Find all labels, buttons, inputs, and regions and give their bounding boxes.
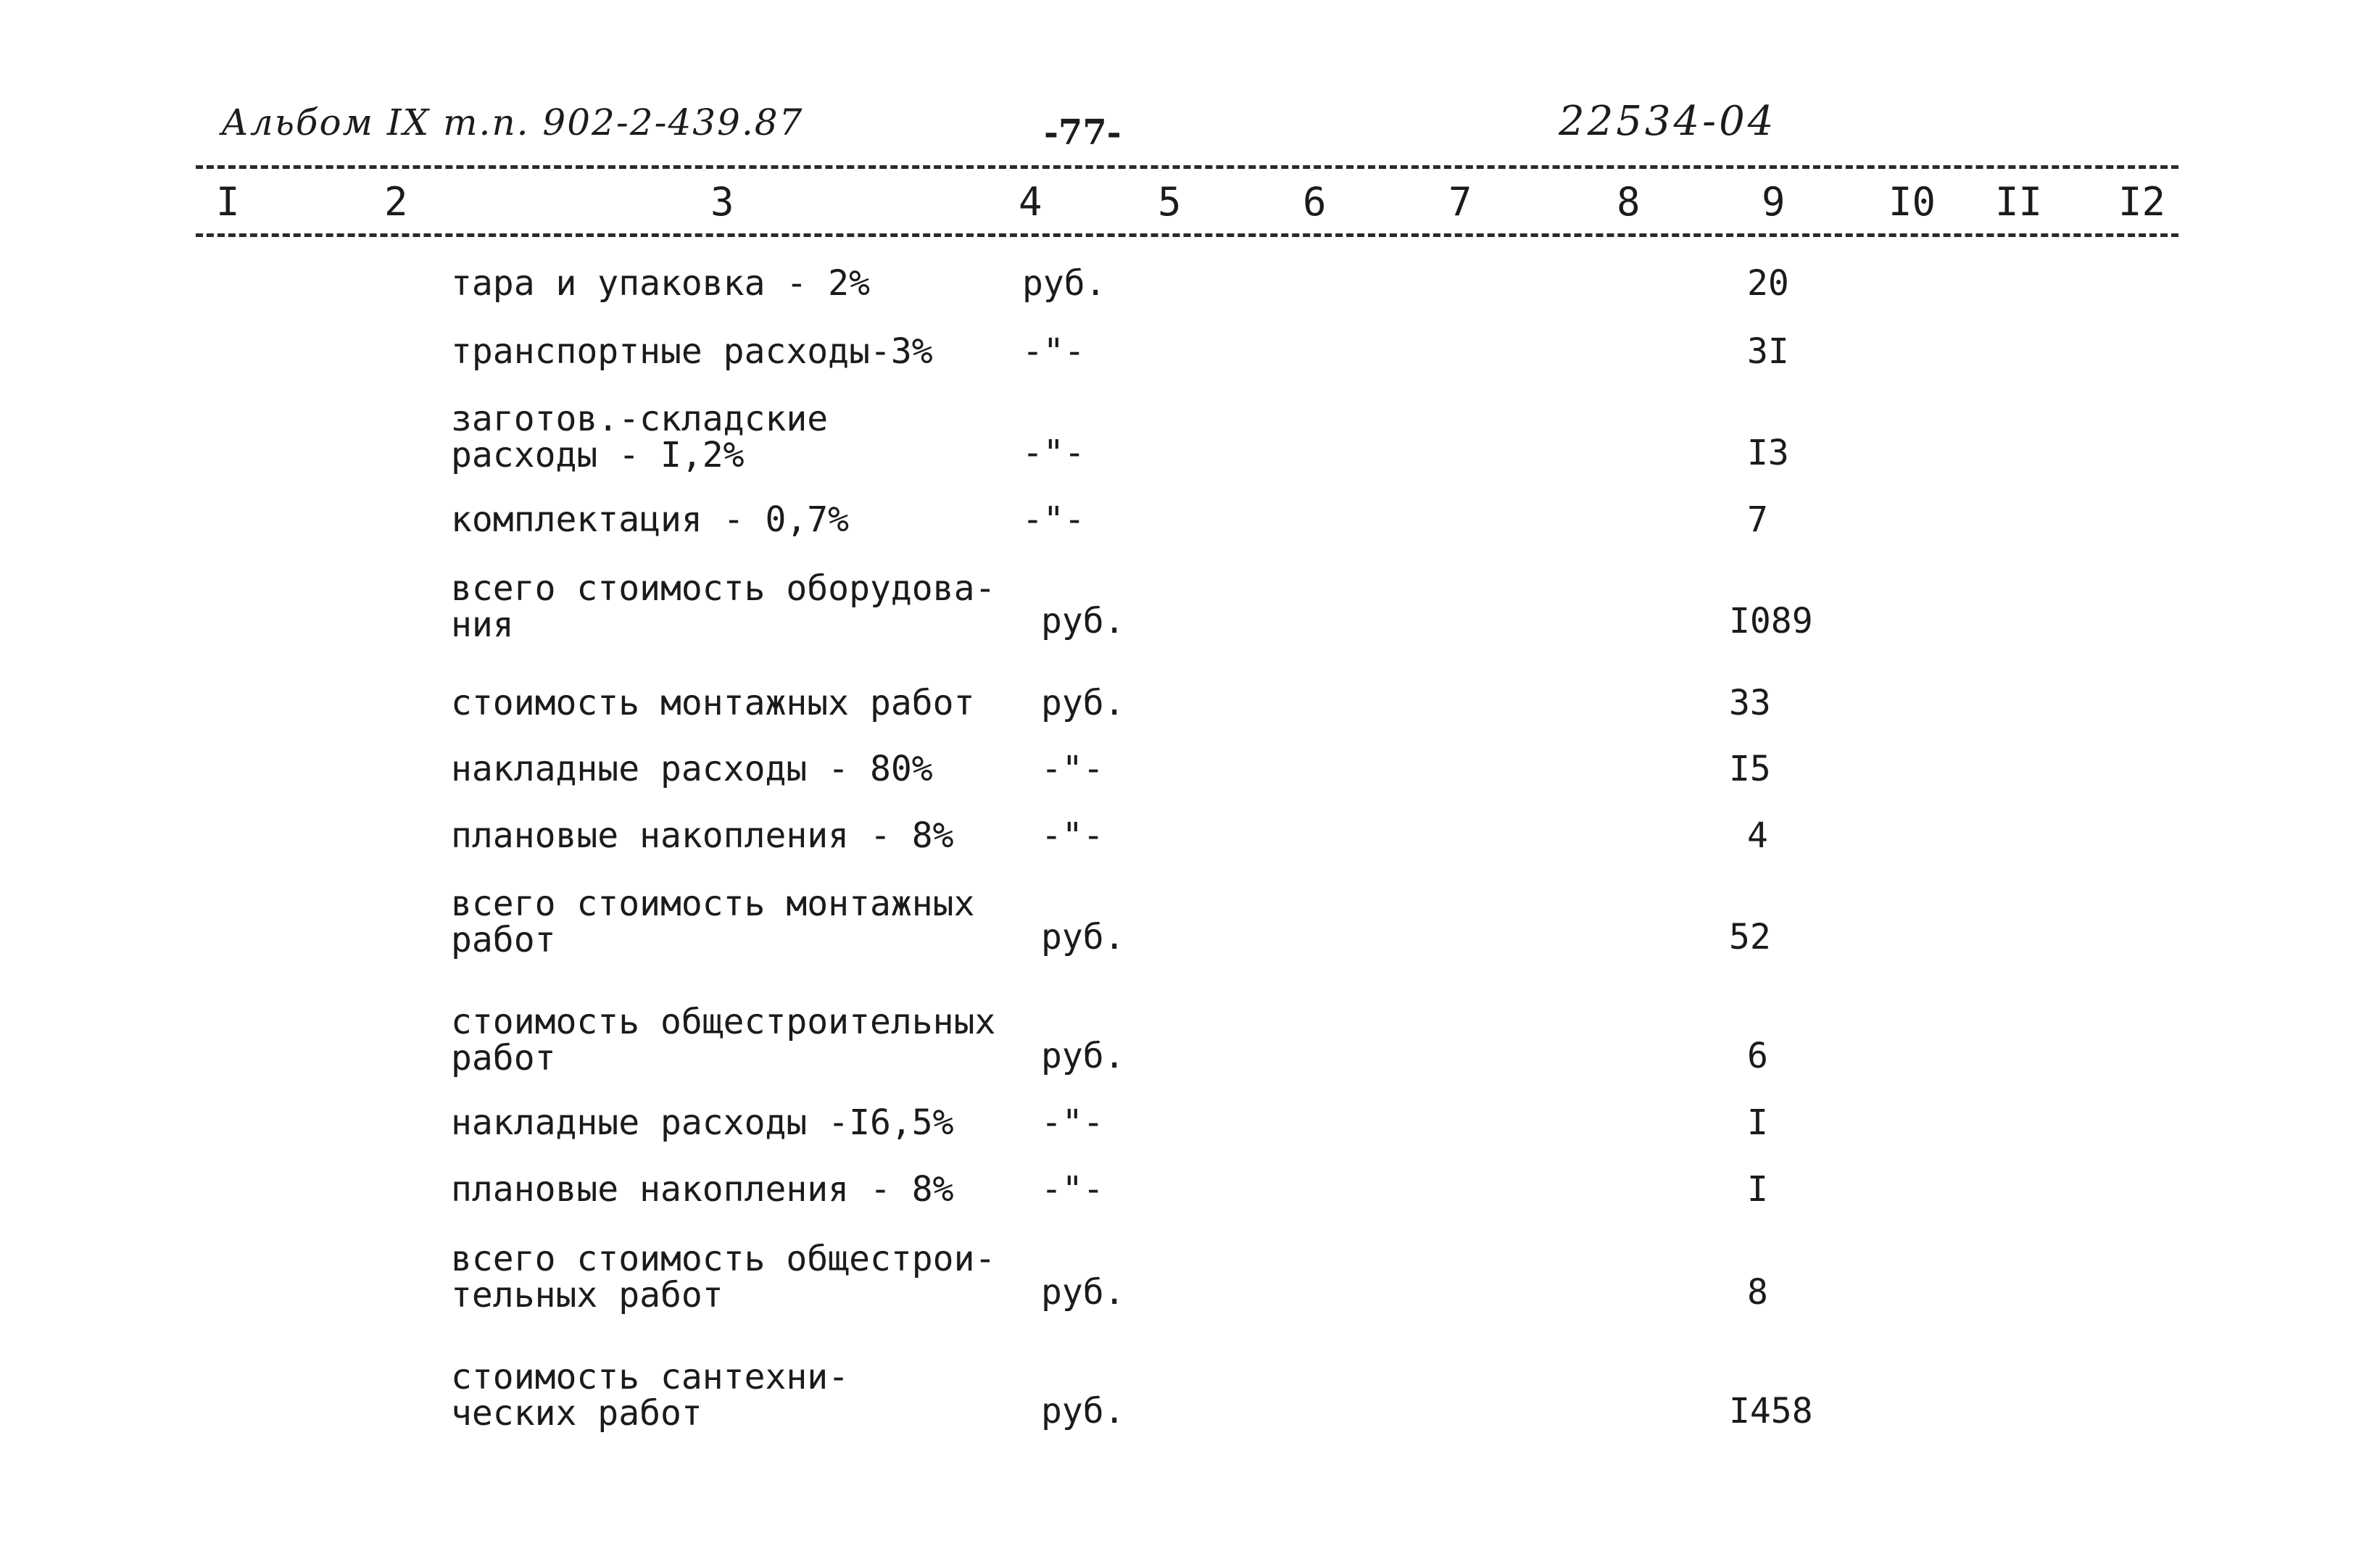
row-unit: руб. — [1041, 601, 1125, 641]
row-value: 7 — [1747, 499, 1768, 540]
row-unit: -"- — [1041, 815, 1104, 856]
row-value: 52 — [1729, 917, 1771, 957]
table-header-rule — [196, 233, 2178, 237]
row-unit: -"- — [1022, 331, 1085, 372]
row-description: накладные расходы -I6,5% — [451, 1102, 954, 1143]
row-value: I3 — [1747, 433, 1789, 473]
row-value: I5 — [1729, 749, 1771, 789]
column-number-4: 4 — [1019, 179, 1042, 225]
column-number-2: 2 — [384, 179, 408, 225]
row-description: транспортные расходы-3% — [451, 331, 933, 372]
row-value: 8 — [1747, 1272, 1768, 1313]
document-code: 22534-04 — [1559, 98, 1777, 145]
row-description: комплектация - 0,7% — [451, 499, 850, 540]
row-description: стоимость общестроительных работ — [451, 1002, 996, 1078]
row-description: плановые накопления - 8% — [451, 1169, 954, 1210]
column-number-12: I2 — [2118, 179, 2166, 225]
column-number-8: 8 — [1617, 179, 1641, 225]
row-value: 33 — [1729, 683, 1771, 723]
row-description: заготов.-складские расходы - I,2% — [451, 399, 829, 475]
row-description: тара и упаковка - 2% — [451, 263, 870, 304]
row-value: 3I — [1747, 331, 1789, 372]
row-description: всего стоимость общестрои- тельных работ — [451, 1239, 996, 1315]
table-top-rule — [196, 165, 2178, 169]
column-number-7: 7 — [1448, 179, 1472, 225]
row-description: плановые накопления - 8% — [451, 815, 954, 856]
row-value: I089 — [1729, 601, 1813, 641]
row-description: стоимость сантехни- ческих работ — [451, 1357, 850, 1434]
column-number-10: I0 — [1888, 179, 1936, 225]
row-unit: руб. — [1041, 1272, 1125, 1313]
row-unit: -"- — [1041, 1169, 1104, 1210]
column-number-9: 9 — [1762, 179, 1786, 225]
column-number-6: 6 — [1303, 179, 1327, 225]
album-reference: Альбом IX т.п. 902-2-439.87 — [221, 101, 804, 144]
row-value: I — [1747, 1169, 1768, 1210]
column-number-3: 3 — [710, 179, 734, 225]
row-description: всего стоимость оборудова- ния — [451, 568, 996, 645]
column-number-11: II — [1995, 179, 2043, 225]
row-unit: руб. — [1041, 1036, 1125, 1076]
row-value: 20 — [1747, 263, 1789, 304]
row-value: 6 — [1747, 1036, 1768, 1076]
row-unit: -"- — [1041, 749, 1104, 789]
row-value: I458 — [1729, 1391, 1813, 1431]
row-unit: руб. — [1041, 683, 1125, 723]
column-number-5: 5 — [1158, 179, 1182, 225]
row-unit: -"- — [1022, 499, 1085, 540]
row-description: накладные расходы - 80% — [451, 749, 933, 789]
row-description: стоимость монтажных работ — [451, 683, 975, 723]
row-unit: -"- — [1041, 1102, 1104, 1143]
row-unit: руб. — [1022, 263, 1106, 304]
row-unit: руб. — [1041, 917, 1125, 957]
row-value: 4 — [1747, 815, 1768, 856]
row-unit: руб. — [1041, 1391, 1125, 1431]
column-number-1: I — [216, 179, 240, 225]
row-description: всего стоимость монтажных работ — [451, 884, 975, 960]
row-unit: -"- — [1022, 433, 1085, 473]
row-value: I — [1747, 1102, 1768, 1143]
page-number: -77- — [1044, 112, 1121, 153]
